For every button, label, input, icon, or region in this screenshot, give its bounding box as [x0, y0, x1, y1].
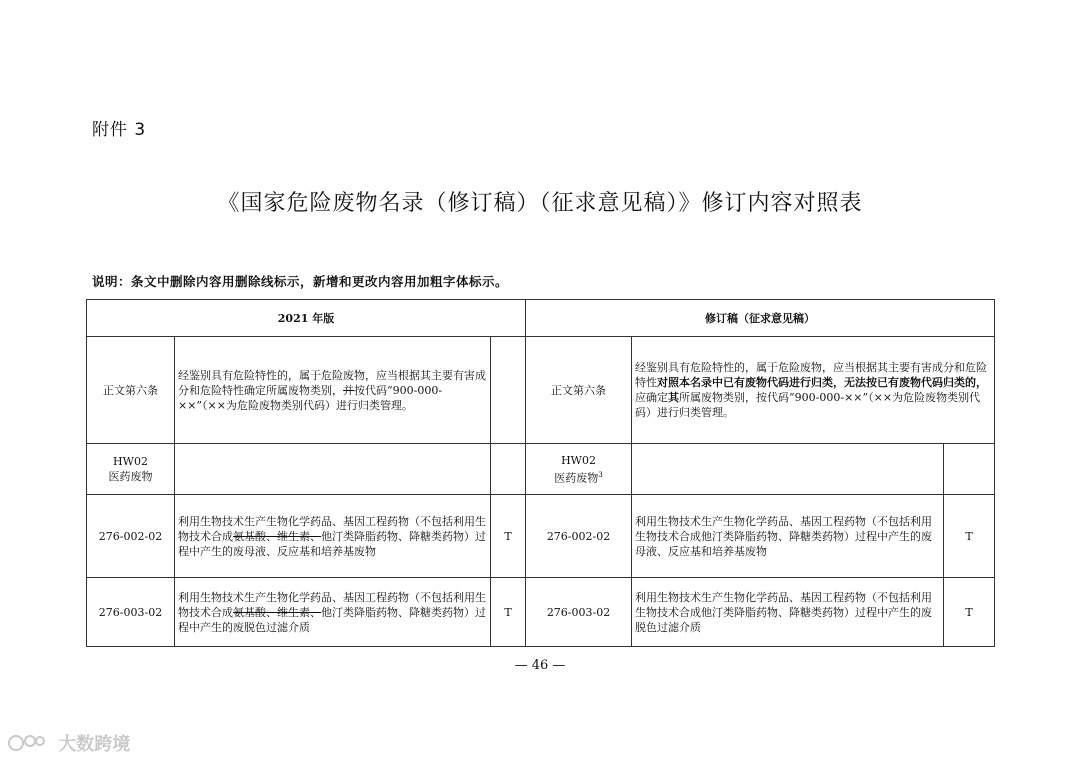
clause-cell-right: 正文第六条: [526, 337, 632, 444]
attachment-label: 附件 3: [92, 120, 147, 140]
table-row: [87, 495, 995, 578]
table-row: [87, 444, 995, 495]
added-text: 其: [668, 391, 680, 404]
header-revised-draft: 修订稿（征求意见稿）: [526, 300, 995, 337]
added-text: 对照本名录中已有废物代码进行归类，无法按已有废物代码归类的，: [657, 376, 988, 389]
clause-cell-left: 正文第六条: [87, 337, 175, 444]
deleted-text: 氨基酸、维生素、: [233, 529, 321, 543]
document-title: 《国家危险废物名录（修订稿）（征求意见稿）》修订内容对照表: [217, 191, 863, 216]
hazard-right: T: [944, 495, 995, 578]
waste-code-left: 276-003-02: [87, 578, 175, 647]
category-cell-right: HW02 医药废物$^3$: [526, 444, 632, 495]
hazard-left: T: [491, 495, 526, 578]
table-row: [87, 337, 995, 444]
deleted-text: 氨基酸、维生素、: [233, 605, 321, 619]
deleted-text: 并: [343, 383, 354, 397]
waste-desc-right: 利用生物技术生产生物化学药品、基因工程药物（不包括利用生物技术合成他汀类降脂药物、降糖类药物）过程中产生的废脱色过滤介质: [632, 578, 944, 647]
comparison-table: [86, 299, 995, 647]
waste-code-right: 276-002-02: [526, 495, 632, 578]
watermark-text: 大数跨境: [58, 734, 131, 755]
footnote-mark: 3: [598, 470, 603, 479]
page-number: — 46 —: [514, 658, 566, 673]
hazard-right: T: [944, 578, 995, 647]
hazard-left: T: [491, 578, 526, 647]
table-row: [87, 578, 995, 647]
clause-text-left: 经鉴别具有危险特性的，属于危险废物，应当根据其主要有害成分和危险特性确定所属废物类别，并按代码“900-000-××”（××为危险废物类别代码）进行归类管理。: [175, 337, 491, 444]
watermark-logo-icon: [8, 732, 48, 759]
table-header-row: [87, 300, 995, 337]
waste-desc-left: 利用生物技术生产生物化学药品、基因工程药物（不包括利用生物技术合成氨基酸、维生素、他汀类降脂药物、降糖类药物）过程中产生的废脱色过滤介质: [175, 578, 491, 647]
note-text: 说明：条文中删除内容用删除线标示，新增和更改内容用加粗字体标示。: [92, 274, 509, 289]
category-cell-left: HW02 医药废物: [87, 444, 175, 495]
watermark: [8, 730, 130, 759]
waste-desc-right: 利用生物技术生产生物化学药品、基因工程药物（不包括利用生物技术合成他汀类降脂药物、降糖类药物）过程中产生的废母液、反应基和培养基废物: [632, 495, 944, 578]
header-2021-version: 2021 年版: [87, 300, 526, 337]
clause-text-right: 经鉴别具有危险特性的，属于危险废物，应当根据其主要有害成分和危险特性对照本名录中已有废物代码进行归类，无法按已有废物代码归类的，应确定其所属废物类别，按代码“900-000-××”（××为危险废物类别代码）进行归类管理。: [632, 337, 995, 444]
waste-code-left: 276-002-02: [87, 495, 175, 578]
waste-desc-left: 利用生物技术生产生物化学药品、基因工程药物（不包括利用生物技术合成氨基酸、维生素、他汀类降脂药物、降糖类药物）过程中产生的废母液、反应基和培养基废物: [175, 495, 491, 578]
waste-code-right: 276-003-02: [526, 578, 632, 647]
